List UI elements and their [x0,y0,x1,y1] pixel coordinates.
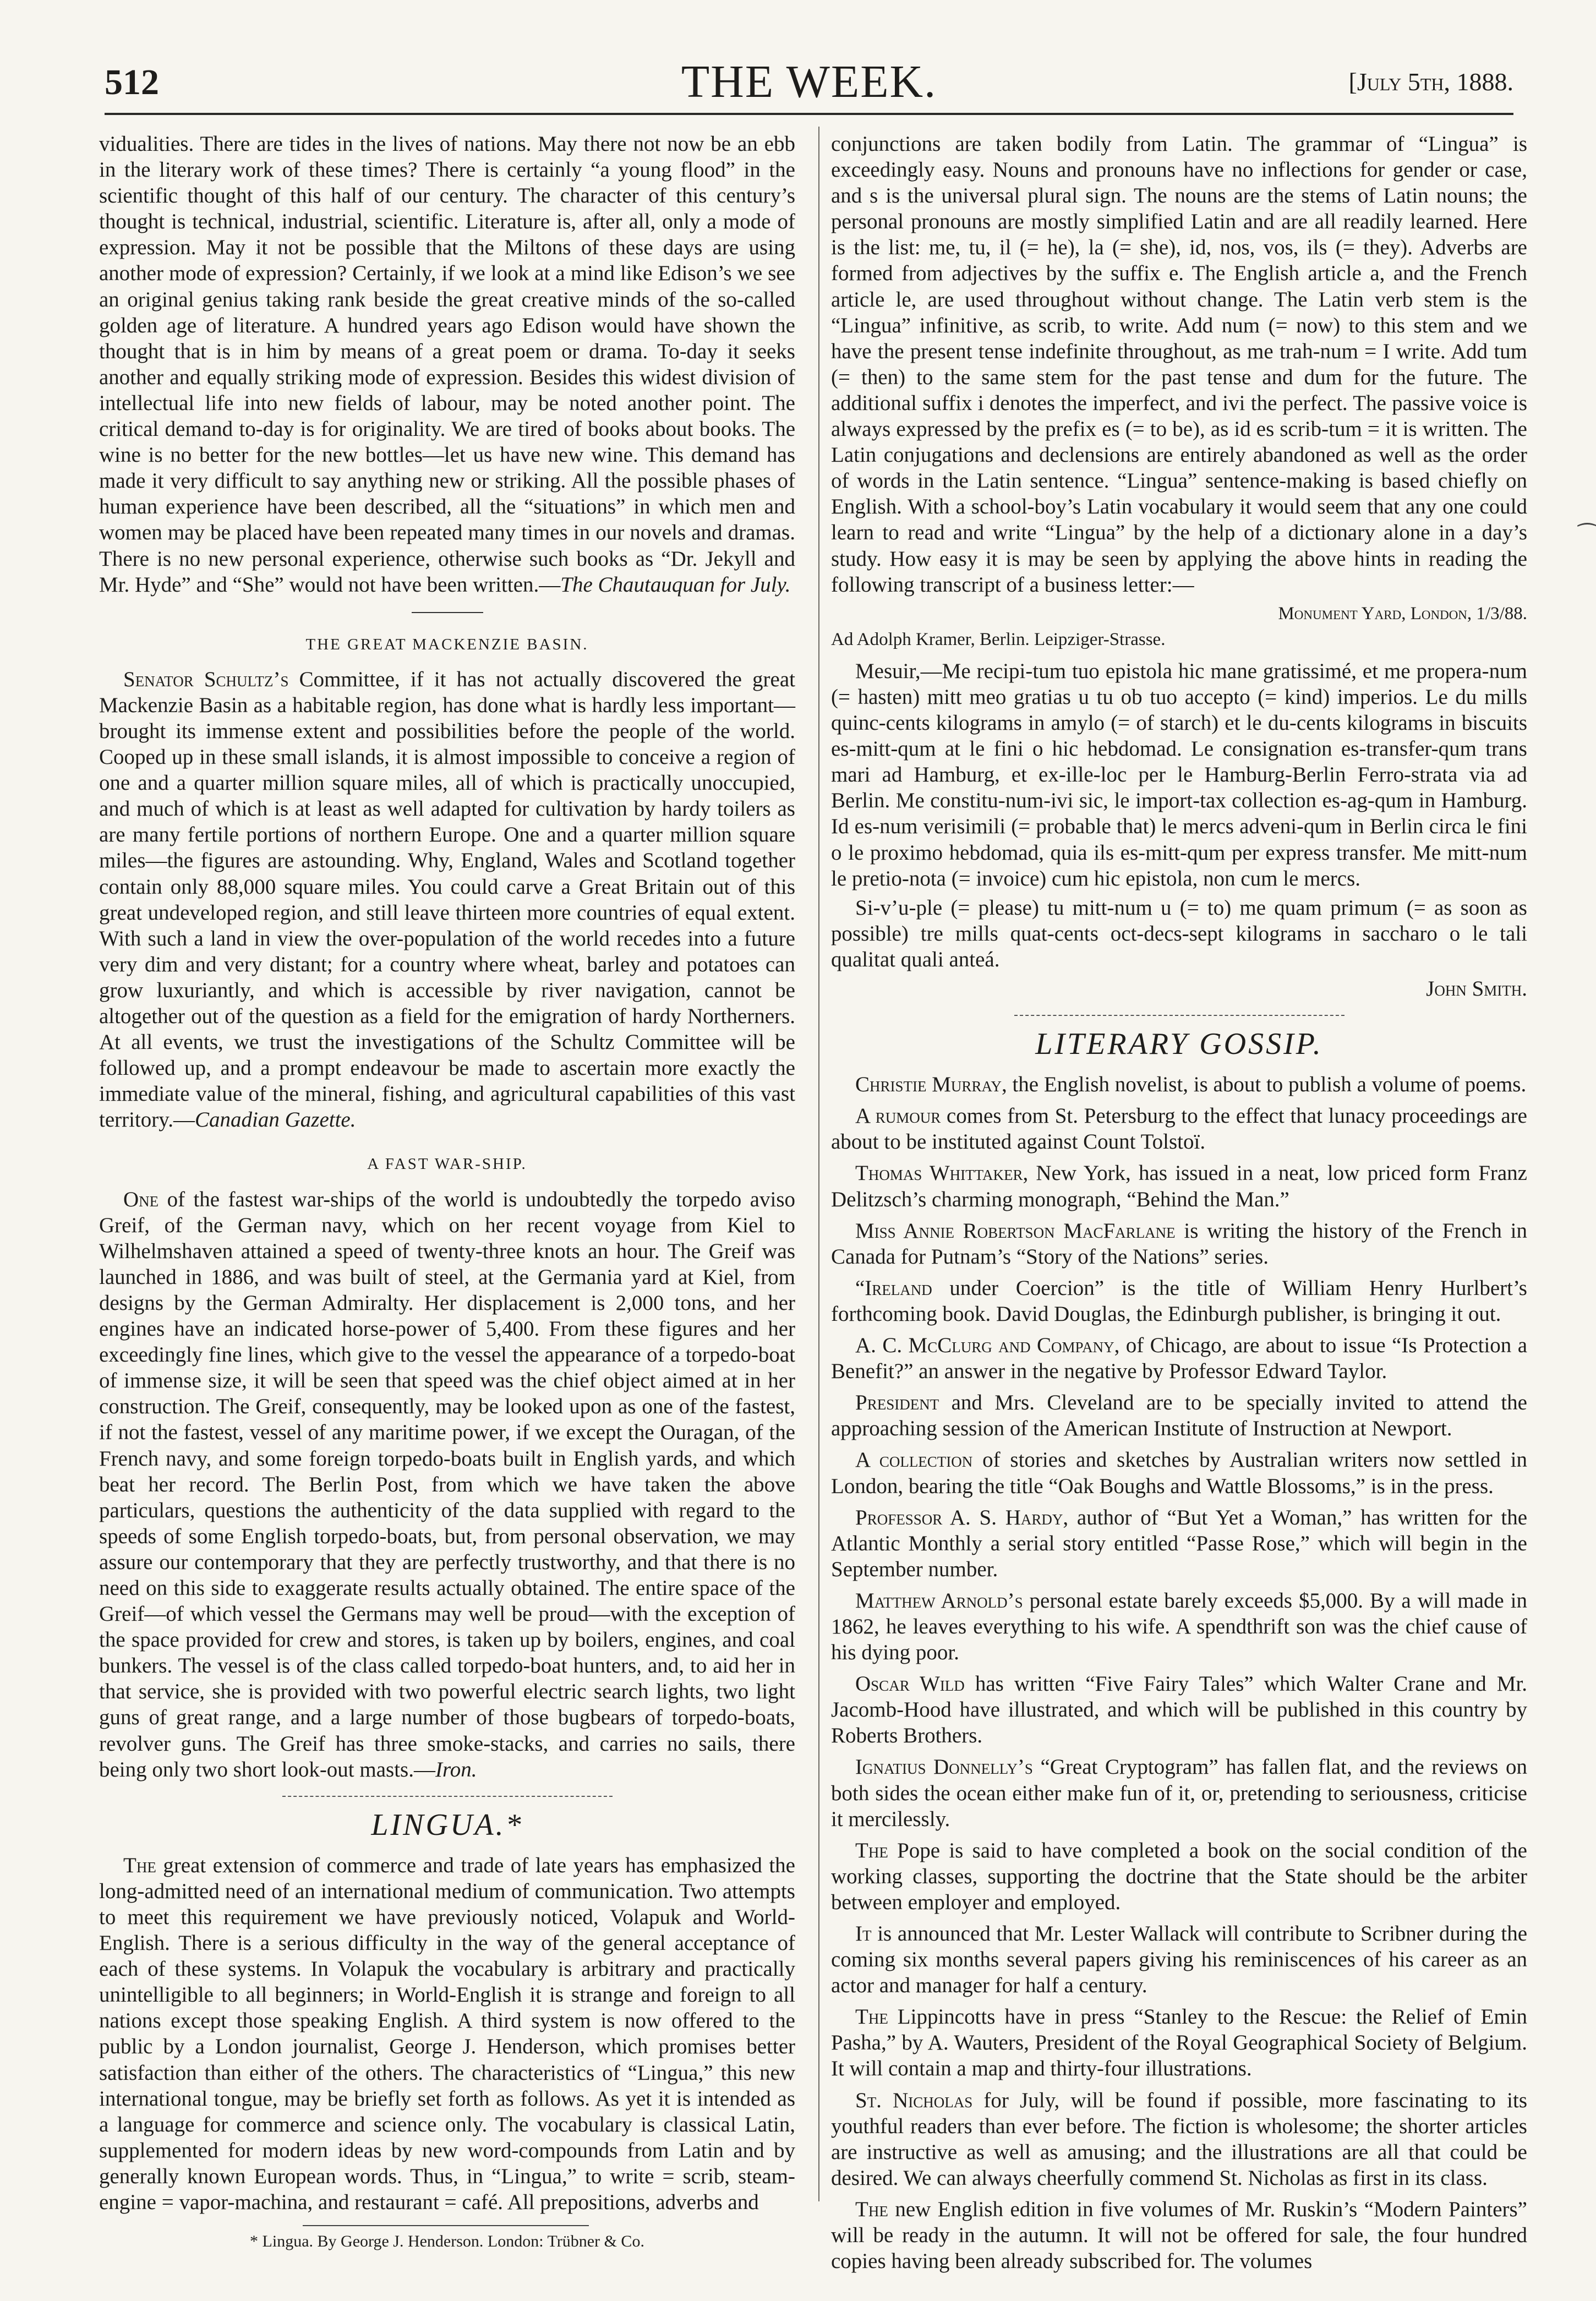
gossip-item-lead: Professor A. S. Hardy, [855,1505,1069,1529]
page-number: 512 [105,62,159,102]
gossip-item-text: New York, has issued in a neat, low priced form Franz Delitzsch’s charming monograph, “Behind the Man.” [831,1161,1527,1211]
gossip-item-lead: Ignatius Donnelly’s [855,1755,1033,1779]
header-rule [105,113,1513,115]
left-column [99,131,795,2251]
gossip-item-text: Lippincotts have in press “Stanley to the Rescue: the Relief of Emin Pasha,” by A. Wauters, President of the Royal Geographical Society of Belgium. It will contain a map and thirty-four illustrations. [831,2005,1527,2081]
page-header [105,55,1513,116]
gossip-item-lead: St. Nicholas [855,2088,973,2112]
letter-dateline: Monument Yard, London, 1/3/88. [1278,603,1527,624]
letter-paragraph: Si-v’u-ple (= please) tu mitt-num u (= to) me quam primum (= as soon as possible) tre mills quat-cents oct-decs-sept kilograms in saccharo o le tali qualitat quali anteá. [831,895,1527,971]
gossip-item [831,1332,1527,1384]
column-divider [818,127,819,2201]
gossip-item-text: comes from St. Petersburg to the effect that lunacy proceedings are about to be instituted against Count Tolstoï. [831,1104,1527,1154]
letter-address: Ad Adolph Kramer, Berlin. Leipziger-Strasse. [831,629,1166,649]
heading-fast-warship: A FAST WAR-SHIP. [367,1155,527,1173]
separator-rule [412,612,483,613]
gossip-item-text: has written “Five Fairy Tales” which Walter Crane and Mr. Jacomb-Hood have illustrated, and which will be published in this country by Roberts Brothers. [831,1672,1527,1748]
gossip-item [831,1275,1527,1327]
gossip-item-lead: The [855,1838,888,1862]
gossip-item [831,1390,1527,1441]
gossip-item [831,1671,1527,1748]
gossip-item-text: author of “But Yet a Woman,” has written for the Atlantic Monthly a serial story entitled “Passe Rose,” which will begin in the September number. [831,1505,1527,1581]
gossip-item-lead: A rumour [855,1104,941,1128]
article-mackenzie-basin: Senator Schultz’s Committee, if it has not actually discovered the great Mackenzie Basin as a habitable region, has done what is hardly less important—brought its immense extent and possibilities before the people of the world. Cooped up in these small islands, it is almost impossible to conceive a region of one and a quarter million square miles, all of which is practically unoccupied, and much of which is at least as well adapted for cultivation by hardy toilers as are many fertile portions of northern Europe. One and a quarter million square miles—the figures are astounding. Why, England, Wales and Scotland together contain only 88,000 square miles. You could carve a Great Britain out of this great undeveloped region, and still leave thirteen more countries of equal extent. With such a land in view the over-population of the world recedes into a future very dim and very distant; for a country where wheat, barley and potatoes can grow luxuriantly, and which is accessible by river navigation, cannot be altogether out of the question as a field for the emigration of hardy Northerners. At all events, we trust the investigations of the Schultz Committee will be followed up, and a prompt endeavour be made to ascertain more exactly the immediate value of the mineral, fishing, and agricultural capabilities of this vast territory.—Canadian Gazette. [99,667,795,1132]
gossip-item-lead: Christie Murray, [855,1073,1007,1097]
heading-mackenzie-basin: THE GREAT MACKENZIE BASIN. [305,635,589,653]
gossip-item-lead: Thomas Whittaker, [855,1161,1029,1185]
gossip-item-lead: The [855,2197,888,2221]
gossip-item [831,1754,1527,1832]
margin-mark: ⁀ [1578,523,1596,548]
gossip-item [831,1072,1527,1097]
gossip-item-text: the English novelist, is about to publish a volume of poems. [1007,1073,1527,1097]
gossip-item-text: “Great Cryptogram” has fallen flat, and the reviews on both sides the ocean either make fun of it, or, pretending to seriousness, criticise it mercilessly. [831,1755,1527,1831]
gossip-item-text: under Coercion” is the title of William Henry Hurlbert’s forthcoming book. David Douglas, the Edinburgh publisher, is bringing it out. [831,1276,1527,1326]
letter-signature: John Smith. [1426,977,1527,1001]
gossip-item-text: of Chicago, are about to issue “Is Protection a Benefit?” an answer in the negative by Professor Edward Taylor. [831,1333,1528,1384]
gossip-item-text: of stories and sketches by Australian writers now settled in London, bearing the title “Oak Boughs and Wattle Blossoms,” is in the press. [831,1448,1527,1498]
issue-date: [July 5th, 1888. [1348,68,1513,96]
gossip-item-text: for July, will be found if possible, more fascinating to its youthful readers than ever before. The fiction is wholesome; the shorter articles are instructive as well as amusing; and the illustrations are all that could be desired. We can always cheerfully commend St. Nicholas as first in its class. [831,2088,1527,2190]
gossip-list [831,1072,1527,2274]
separator-rule [282,1796,613,1797]
gossip-item-text: is writing the history of the French in Canada for Putnam’s “Story of the Nations” series. [831,1218,1528,1269]
gossip-item-lead: Oscar Wild [855,1672,965,1696]
gossip-item-text: Pope is said to have completed a book on the social condition of the working classes, supporting the doctrine that the State should be the arbiter between employer and employed. [831,1838,1527,1914]
letter-paragraph: Mesuir,—Me recipi-tum tuo epistola hic mane gratissimé, et me propera-num (= hasten) mitt meo gratias u tu ob tuo accepto (= kind) imperios. Le du mills quinc-cents kilograms in amylo (= of starch) et le du-cents kilograms in biscuits es-mitt-qum at le fini o hic hebdomad. Le consignation es-transfer-qum trans mari ad Hamburg, et ex-ille-loc per le Hamburg-Berlin Ferro-strata via ad Berlin. Me constitu-num-ivi sic, le import-tax collection es-ag-qum in Hamburg. Id es-num verisimili (= probable that) le mercs adveni-qum in Berlin circa le fini o le proximo hebdomad, quia ils es-mitt-qum per express transfer. Me mitt-num le pretio-nota (= invoice) cum hic epistola, non cum le mercs. [831,659,1527,890]
gossip-item [831,1218,1527,1270]
gossip-item [831,1588,1527,1665]
gossip-item [831,1447,1527,1499]
gossip-item [831,1103,1527,1155]
gossip-item [831,2004,1527,2081]
heading-literary-gossip: LITERARY GOSSIP. [1035,1027,1323,1062]
journal-title: THE WEEK. [681,56,937,107]
gossip-item-lead: A collection [855,1448,973,1472]
gossip-item [831,1838,1527,1915]
gossip-item-lead: A. C. McClurg and Company, [855,1333,1120,1358]
gossip-item-text: new English edition in five volumes of Mr. Ruskin’s “Modern Painters” will be ready in the autumn. It will not be offered for sale, the four hundred copies having been already subscribed for. The volumes [831,2197,1527,2273]
gossip-item-text: and Mrs. Cleveland are to be specially invited to attend the approaching session of the American Institute of Instruction at Newport. [831,1391,1527,1441]
gossip-item-lead: Miss Annie Robertson MacFarlane [855,1218,1176,1243]
gossip-item-lead: It [855,1922,872,1945]
gossip-item-lead: The [855,2005,888,2029]
separator-rule [1014,1015,1344,1016]
footnote-rule [303,2225,589,2226]
gossip-item-lead: Matthew Arnold’s [855,1588,1023,1613]
gossip-item-lead: President [855,1391,939,1415]
gossip-item [831,2087,1527,2191]
heading-lingua: LINGUA.* [371,1807,523,1842]
article-lingua-continued: conjunctions are taken bodily from Latin. The grammar of “Lingua” is exceedingly easy. Nouns and pronouns have no inflections for gender or case, and s is the universal plural sign. The nouns are the stems of Latin nouns; the personal pronouns are mostly simplified Latin and are all readily learned. Here is the list: me, tu, il (= he), la (= she), id, nos, vos, ils (= they). Adverbs are formed from adjectives by the suffix e. The English article a, and the French article le, are used throughout without change. The Latin verb stem is the “Lingua” infinitive, as scrib, to write. Add num (= now) to this stem and we have the present tense indefinite throughout, as me trah-num = I write. Add tum (= then) to the same stem for the past tense and dum for the future. The additional suffix i denotes the imperfect, and ivi the perfect. The passive voice is always expressed by the prefix es (= to be), as id es scrib-tum = it is written. The Latin conjugations and declensions are entirely abandoned as well as the order of words in the Latin sentence. “Lingua” sentence-making is based chiefly on English. With a school-boy’s Latin vocabulary it would seem that any one could learn to read and write “Lingua” by the help of a dictionary alone in a day’s study. How easy it is may be seen by applying the above hints in reading the following transcript of a business letter:— [831,132,1527,597]
footnote: * Lingua. By George J. Henderson. London: Trübner & Co. [250,2232,644,2251]
article-continuation: vidualities. There are tides in the lives of nations. May there not now be an ebb in the literary work of these times? There is certainly “a young flood” in the scientific thought of this half of our century. The character of this century’s thought is technical, industrial, scientific. Literature is, after all, only a mode of expression. May it not be possible that the Miltons of these days are using another mode of expression? Certainly, if we look at a mind like Edison’s we see an original genius taking rank beside the great creative minds of the so-called golden age of literature. A hundred years ago Edison would have shown the thought that is in him by means of a great poem or drama. To-day it seeks another and equally striking mode of expression. Besides this widest division of intellectual life into new fields of labour, may be noted another point. The critical demand to-day is for originality. We are tired of books about books. The wine is no better for the new bottles—let us have new wine. This demand has made it very difficult to say anything new or striking. All the possible phases of human experience have been described, all the “situations” in which men and women may be placed have been repeated many times in our novels and dramas. There is no new personal experience, otherwise such books as “Dr. Jekyll and Mr. Hyde” and “She” would not have been written.—The Chautauquan for July. [99,132,795,597]
gossip-item [831,1160,1527,1212]
article-lingua: The great extension of commerce and trade of late years has emphasized the long-admitted need of an international medium of communication. Two attempts to meet this requirement we have previously noticed, Volapuk and World-English. There is a serious difficulty in the way of the general acceptance of each of these systems. In Volapuk the vocabulary is arbitrary and practically unintelligible to all beginners; in World-English it is strange and foreign to all nations except those speaking English. A third system is now offered to the public by a London journalist, George J. Henderson, which promises better satisfaction than either of the others. The characteristics of “Lingua,” this new international tongue, may be briefly set forth as follows. As yet it is intended as a language for commerce and science only. The vocabulary is classical Latin, supplemented for modern ideas by new word-compounds from Latin and by generally known European words. Thus, in “Lingua,” to write = scrib, steam-engine = vapor-machina, and restaurant = café. All prepositions, adverbs and [99,1853,795,2215]
article-fast-warship: One of the fastest war-ships of the world is undoubtedly the torpedo aviso Greif, of the German navy, which on her recent voyage from Kiel to Wilhelmshaven attained a speed of twenty-three knots an hour. The Greif was launched in 1886, and was built of steel, at the Germania yard at Kiel, from designs by the German Admiralty. Her displacement is 2,000 tons, and her engines have an indicated horse-power of 5,400. From these figures and her exceedingly fine lines, which give to the vessel the appearance of a torpedo-boat of immense size, it will be seen that speed was the chief object aimed at in her construction. The Greif, consequently, may be looked upon as one of the fastest, if not the fastest, vessel of any maritime power, if we except the Ouragan, of the French navy, and some foreign torpedo-boats built in English yards, and which beat her record. The Berlin Post, from which we have taken the above particulars, questions the authenticity of the data supplied with regard to the speeds of some English torpedo-boats, but, from personal observation, we may assure our contemporary that they are perfectly trustworthy, and that there is no need on this side to exaggerate results actually obtained. The entire space of the Greif—of which vessel the Germans may well be proud—with the exception of the space provided for crew and stores, is taken up by boilers, engines, and coal bunkers. The vessel is of the class called torpedo-boat hunters, and, to aid her in that service, she is provided with two powerful electric search lights, two light guns of great range, and a large number of those bugbears of torpedo-boats, revolver guns. The Greif has three smoke-stacks, and carries no sails, there being only two short look-out masts.—Iron. [99,1187,795,1781]
gossip-item [831,2196,1527,2274]
gossip-item-text: personal estate barely exceeds $5,000. By a will made in 1862, he leaves everything to his wife. A spendthrift son was the chief cause of his dying poor. [831,1588,1527,1665]
right-column [831,131,1527,2280]
gossip-item-lead: “Ireland [855,1276,932,1300]
gossip-item [831,1505,1527,1582]
gossip-item [831,1921,1527,1998]
gossip-item-text: is announced that Mr. Lester Wallack will contribute to Scribner during the coming six months several papers giving his reminiscences of his career as an actor and manager for half a century. [831,1922,1527,1998]
